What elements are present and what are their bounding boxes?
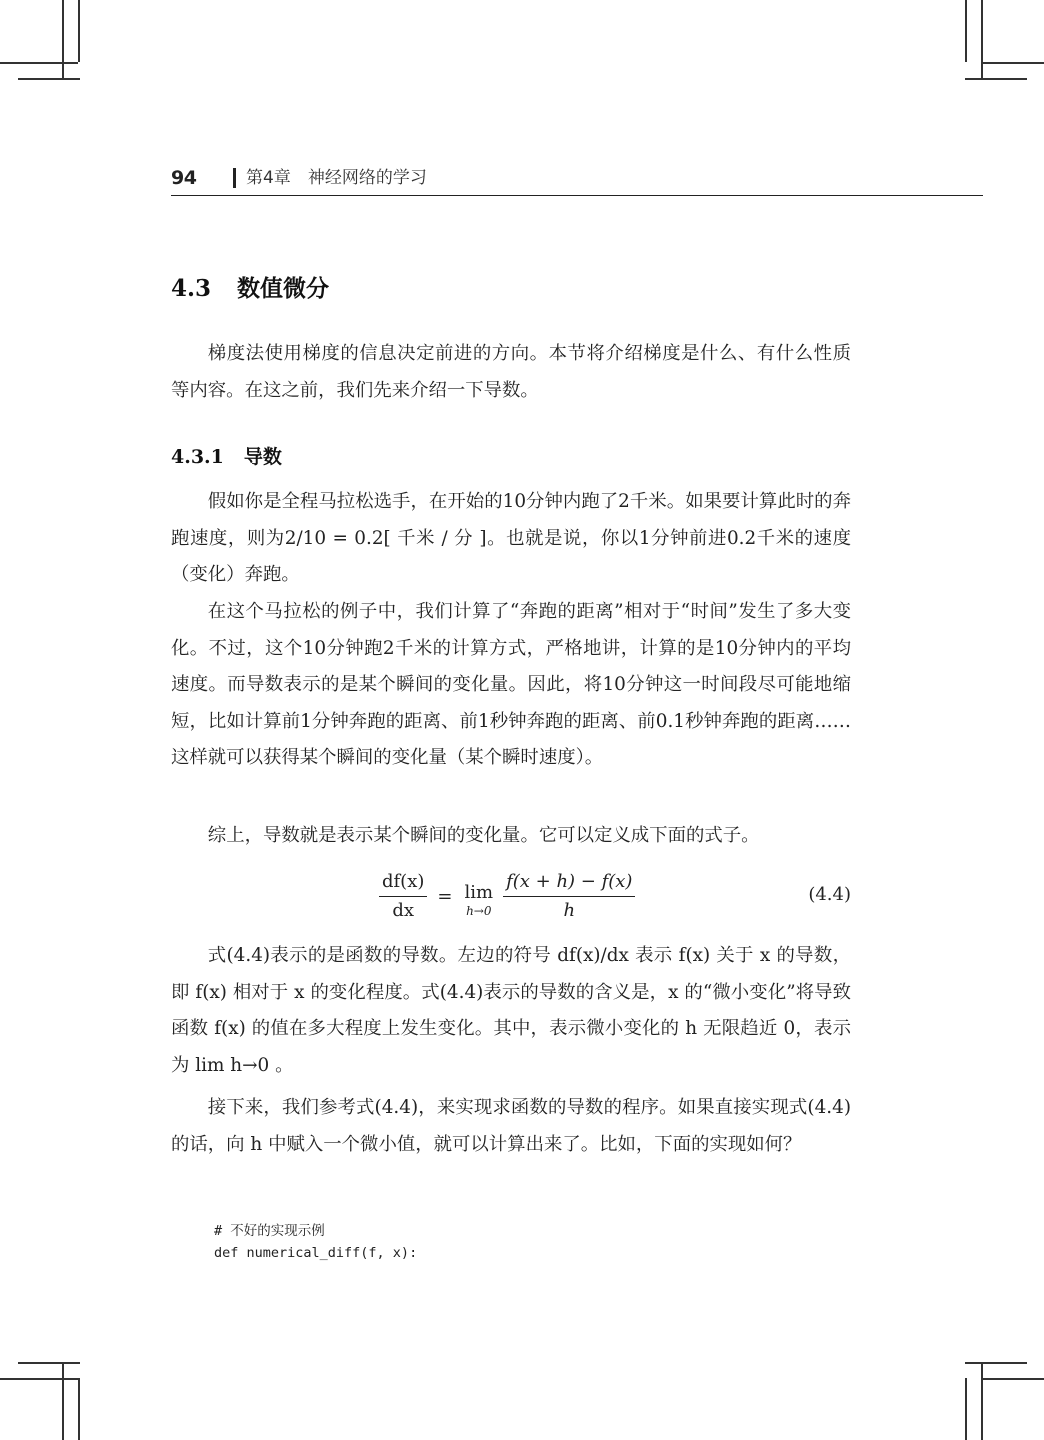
crop-mark [0,62,78,64]
equals-sign: = [437,885,453,907]
crop-mark [981,1378,1044,1380]
paragraph-average-speed: 在这个马拉松的例子中，我们计算了“奔跑的距离”相对于“时间”发生了多大变化。不过，这个10分钟跑2千米的计算方式，严格地讲，计算的是10分钟内的平均速度。而导数表示的是某个瞬间的变化量。因此，将10分钟这一时间段尽可能地缩短，比如计算前1分钟奔跑的距离、前1秒钟奔跑的距离、前0.1秒钟奔跑的距离……这样就可以获得某个瞬间的变化量（某个瞬时速度）。 [171,601,851,768]
equation-4-4 [171,866,851,926]
limit-operator [464,873,493,919]
code-line-comment: # 不好的实现示例 [214,1223,325,1239]
section-number: 4.3 [171,275,212,302]
crop-mark [965,78,1027,80]
rhs-fraction [503,870,635,923]
crop-mark [62,0,64,78]
crop-mark [981,0,983,78]
running-header [171,165,983,196]
paragraph-marathon: 假如你是全程马拉松选手，在开始的10分钟内跑了2千米。如果要计算此时的奔跑速度，则为2/10 = 0.2[ 千米 / 分 ]。也就是说，你以1分钟前进0.2千米的速度（变化）奔跑。 [171,491,851,585]
crop-mark [62,1362,64,1440]
subsection-heading [171,442,282,469]
crop-mark [78,0,80,62]
lhs-denominator: dx [392,899,415,921]
crop-mark [965,1378,967,1440]
crop-mark [18,1362,80,1364]
lhs-numerator: df(x) [379,870,427,897]
code-block [214,1220,417,1264]
crop-mark [78,1378,80,1440]
section-heading [171,270,329,303]
subsection-number: 4.3.1 [171,446,224,468]
paragraph-derivative-meaning: 式(4.4)表示的是函数的导数。左边的符号 df(x)/dx 表示 f(x) 关于 x 的导数，即 f(x) 相对于 x 的变化程度。式(4.4)表示的导数的含义是，x 的“微小变化”将导致函数 f(x) 的值在多大程度上发生变化。其中，表示微小变化的 h 无限趋近 0，表示为 lim h→0 。 [171,945,851,1076]
crop-mark [981,62,1044,64]
section-title: 数值微分 [237,275,330,302]
crop-mark [965,0,967,62]
lim-word: lim [464,882,494,903]
subsection-title: 导数 [243,446,282,468]
page-number: 94 [171,167,197,189]
crop-mark [0,1378,78,1380]
rhs-numerator: f(x + h) − f(x) [503,870,635,897]
lim-subscript: h→0 [466,904,492,918]
paragraph-implementation: 接下来，我们参考式(4.4)，来实现求函数的导数的程序。如果直接实现式(4.4)的话，向 h 中赋入一个微小值，就可以计算出来了。比如，下面的实现如何？ [171,1097,851,1155]
crop-mark [965,1362,1027,1364]
crop-mark [18,78,80,80]
crop-mark [981,1362,983,1440]
lhs-fraction [379,870,427,923]
rhs-denominator: h [563,899,576,921]
equation-label: (4.4) [808,884,851,905]
chapter-title: 第4章 神经网络的学习 [233,168,427,188]
equation-body [375,866,639,926]
paragraph-definition-intro: 综上，导数就是表示某个瞬间的变化量。它可以定义成下面的式子。 [207,825,760,846]
intro-paragraph: 梯度法使用梯度的信息决定前进的方向。本节将介绍梯度是什么、有什么性质等内容。在这之前，我们先来介绍一下导数。 [171,343,851,401]
code-line-def: def numerical_diff(f, x): [214,1245,418,1261]
